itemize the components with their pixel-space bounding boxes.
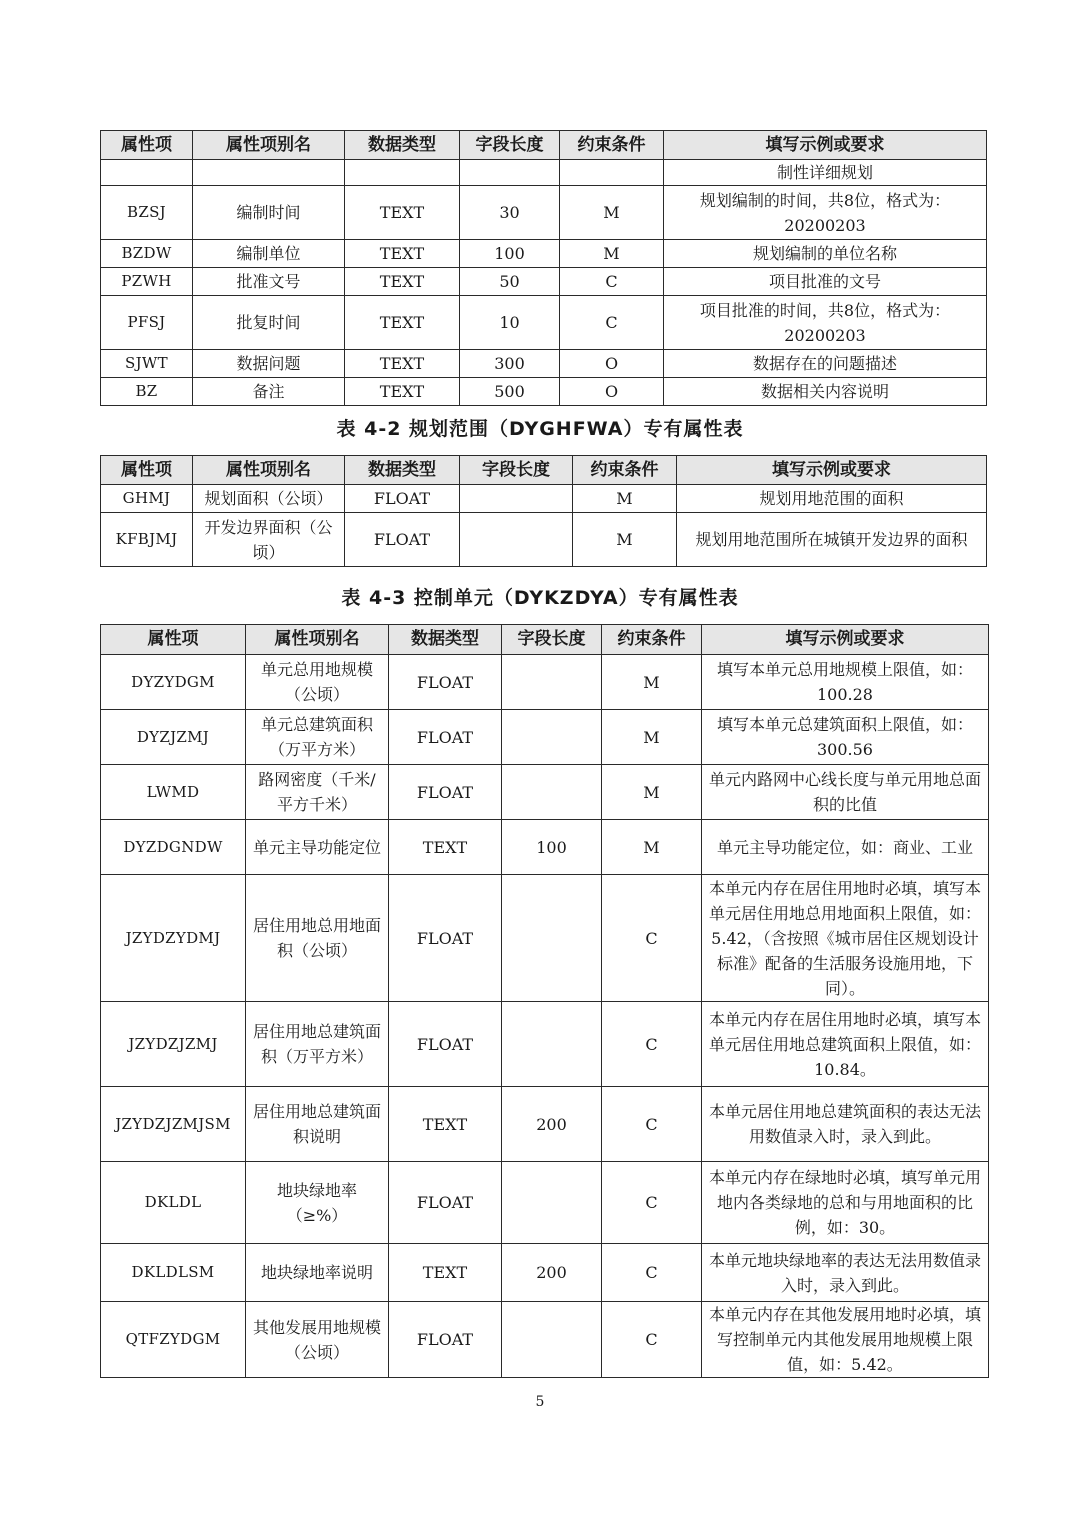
table-cell-data-type: TEXT bbox=[389, 1087, 502, 1162]
table-cell-field-length: 100 bbox=[460, 240, 560, 268]
table-cell-description: 本单元内存在居住用地时必填，填写本单元居住用地总用地面积上限值，如：5.42，（含按照《城市居住区规划设计标准》配备的生活服务设施用地，下同）。 bbox=[702, 875, 989, 1002]
table-cell-data-type bbox=[345, 160, 460, 186]
table-cell-field-code: BZ bbox=[101, 378, 193, 406]
table-cell-field-code: DKLDL bbox=[101, 1162, 246, 1244]
column-header: 字段长度 bbox=[502, 625, 602, 655]
column-header: 字段长度 bbox=[460, 131, 560, 160]
table-row bbox=[101, 485, 987, 513]
column-header: 属性项别名 bbox=[193, 456, 345, 485]
table-cell-field-code: SJWT bbox=[101, 350, 193, 378]
table-cell-constraint: C bbox=[602, 1087, 702, 1162]
table-header-row bbox=[101, 625, 989, 655]
table-cell-field-alias: 规划面积（公顷） bbox=[193, 485, 345, 513]
table-cell-description: 规划用地范围所在城镇开发边界的面积 bbox=[677, 513, 987, 567]
table-cell-field-length bbox=[502, 710, 602, 765]
table-cell-field-code: PZWH bbox=[101, 268, 193, 296]
table-cell-field-code: DKLDLSM bbox=[101, 1244, 246, 1302]
table-row bbox=[101, 765, 989, 820]
table-cell-constraint: M bbox=[602, 765, 702, 820]
table-cell-field-alias: 居住用地总建筑面积（万平方米） bbox=[246, 1002, 389, 1087]
table-cell-field-alias: 其他发展用地规模（公顷） bbox=[246, 1302, 389, 1378]
table-4-3-caption: 表 4-3 控制单元（DYKZDYA）专有属性表 bbox=[341, 587, 739, 609]
table-cell-constraint: M bbox=[573, 485, 677, 513]
table-cell-constraint: O bbox=[560, 378, 664, 406]
table-row bbox=[101, 350, 987, 378]
table-cell-field-length bbox=[460, 513, 573, 567]
table-cell-field-alias: 单元主导功能定位 bbox=[246, 820, 389, 875]
table-cell-field-length bbox=[502, 875, 602, 1002]
table-cell-constraint: O bbox=[560, 350, 664, 378]
table-cell-data-type: TEXT bbox=[345, 378, 460, 406]
table-cell-description: 填写本单元总用地规模上限值，如：100.28 bbox=[702, 655, 989, 710]
table-row bbox=[101, 710, 989, 765]
table-row bbox=[101, 1244, 989, 1302]
table-row bbox=[101, 655, 989, 710]
table-row bbox=[101, 296, 987, 350]
table-cell-field-length bbox=[502, 655, 602, 710]
table-row bbox=[101, 875, 989, 1002]
table-cell-field-alias: 居住用地总建筑面积说明 bbox=[246, 1087, 389, 1162]
column-header: 填写示例或要求 bbox=[677, 456, 987, 485]
page-number: 5 bbox=[535, 1394, 545, 1410]
table-cell-field-code: DYZJZMJ bbox=[101, 710, 246, 765]
table-cell-constraint: C bbox=[560, 296, 664, 350]
table-cell-constraint: C bbox=[602, 1002, 702, 1087]
table-cell-field-length: 100 bbox=[502, 820, 602, 875]
column-header: 属性项 bbox=[101, 131, 193, 160]
table-cell-data-type: TEXT bbox=[389, 1244, 502, 1302]
column-header: 约束条件 bbox=[560, 131, 664, 160]
table-cell-description: 制性详细规划 bbox=[664, 160, 987, 186]
table-cell-description: 项目批准的文号 bbox=[664, 268, 987, 296]
table-cell-constraint: M bbox=[602, 710, 702, 765]
table-cell-field-length bbox=[502, 1162, 602, 1244]
table-cell-field-code: BZDW bbox=[101, 240, 193, 268]
table-cell-field-alias: 数据问题 bbox=[193, 350, 345, 378]
table-cell-description: 本单元内存在居住用地时必填，填写本单元居住用地总建筑面积上限值，如：10.84。 bbox=[702, 1002, 989, 1087]
table-cell-field-length: 500 bbox=[460, 378, 560, 406]
table-row bbox=[101, 1162, 989, 1244]
table-cell-field-alias: 备注 bbox=[193, 378, 345, 406]
table-cell-field-code: QTFZYDGM bbox=[101, 1302, 246, 1378]
table-cell-constraint: C bbox=[560, 268, 664, 296]
table-cell-data-type: FLOAT bbox=[389, 1302, 502, 1378]
column-header: 属性项 bbox=[101, 456, 193, 485]
table-cell-field-alias: 居住用地总用地面积（公顷） bbox=[246, 875, 389, 1002]
table-cell-description: 规划编制的时间，共8位，格式为：20200203 bbox=[664, 186, 987, 240]
table-row bbox=[101, 1302, 989, 1378]
table-header-row bbox=[101, 456, 987, 485]
table-cell-description: 本单元内存在其他发展用地时必填，填写控制单元内其他发展用地规模上限值，如：5.42。 bbox=[702, 1302, 989, 1378]
table-cell-constraint: M bbox=[560, 240, 664, 268]
table-4-1-continued bbox=[100, 130, 987, 406]
table-cell-description: 本单元地块绿地率的表达无法用数值录入时，录入到此。 bbox=[702, 1244, 989, 1302]
table-cell-constraint: C bbox=[602, 1244, 702, 1302]
table-cell-constraint: C bbox=[602, 1302, 702, 1378]
table-row bbox=[101, 513, 987, 567]
table-cell-description: 数据存在的问题描述 bbox=[664, 350, 987, 378]
table-row bbox=[101, 378, 987, 406]
column-header: 属性项 bbox=[101, 625, 246, 655]
table-cell-field-code: JZYDZJZMJ bbox=[101, 1002, 246, 1087]
column-header: 数据类型 bbox=[345, 131, 460, 160]
table-cell-field-code: DYZYDGM bbox=[101, 655, 246, 710]
table-row bbox=[101, 1087, 989, 1162]
table-row bbox=[101, 160, 987, 186]
table-cell-data-type: FLOAT bbox=[389, 765, 502, 820]
table-cell-data-type: FLOAT bbox=[389, 875, 502, 1002]
table-cell-field-length: 200 bbox=[502, 1087, 602, 1162]
table-row bbox=[101, 186, 987, 240]
column-header: 填写示例或要求 bbox=[664, 131, 987, 160]
column-header: 数据类型 bbox=[389, 625, 502, 655]
table-cell-field-code: JZYDZJZMJSM bbox=[101, 1087, 246, 1162]
table-cell-constraint: C bbox=[602, 875, 702, 1002]
table-row bbox=[101, 268, 987, 296]
table-cell-data-type: TEXT bbox=[345, 186, 460, 240]
table-4-3 bbox=[100, 624, 989, 1378]
table-cell-constraint bbox=[560, 160, 664, 186]
table-cell-data-type: TEXT bbox=[345, 350, 460, 378]
table-cell-field-alias: 开发边界面积（公顷） bbox=[193, 513, 345, 567]
table-cell-constraint: M bbox=[573, 513, 677, 567]
column-header: 填写示例或要求 bbox=[702, 625, 989, 655]
table-cell-field-alias: 批复时间 bbox=[193, 296, 345, 350]
table-cell-field-alias: 地块绿地率（≥%） bbox=[246, 1162, 389, 1244]
table-cell-data-type: FLOAT bbox=[389, 1002, 502, 1087]
table-cell-constraint: M bbox=[602, 655, 702, 710]
table-4-2-caption: 表 4-2 规划范围（DYGHFWA）专有属性表 bbox=[336, 418, 744, 440]
table-cell-field-length: 30 bbox=[460, 186, 560, 240]
table-cell-description: 项目批准的时间，共8位，格式为：20200203 bbox=[664, 296, 987, 350]
table-cell-field-code bbox=[101, 160, 193, 186]
table-cell-data-type: FLOAT bbox=[389, 1162, 502, 1244]
table-cell-field-alias: 地块绿地率说明 bbox=[246, 1244, 389, 1302]
table-cell-field-alias: 单元总用地规模（公顷） bbox=[246, 655, 389, 710]
table-cell-field-code: KFBJMJ bbox=[101, 513, 193, 567]
table-cell-description: 单元主导功能定位，如：商业、工业 bbox=[702, 820, 989, 875]
table-cell-field-code: GHMJ bbox=[101, 485, 193, 513]
table-cell-field-code: PFSJ bbox=[101, 296, 193, 350]
table-row bbox=[101, 240, 987, 268]
table-cell-field-code: BZSJ bbox=[101, 186, 193, 240]
table-cell-field-alias: 编制时间 bbox=[193, 186, 345, 240]
table-cell-data-type: FLOAT bbox=[389, 655, 502, 710]
column-header: 属性项别名 bbox=[193, 131, 345, 160]
table-cell-description: 单元内路网中心线长度与单元用地总面积的比值 bbox=[702, 765, 989, 820]
table-row bbox=[101, 1002, 989, 1087]
table-cell-field-alias: 路网密度（千米/平方千米） bbox=[246, 765, 389, 820]
table-cell-constraint: M bbox=[560, 186, 664, 240]
table-cell-description: 填写本单元总建筑面积上限值，如：300.56 bbox=[702, 710, 989, 765]
table-cell-description: 数据相关内容说明 bbox=[664, 378, 987, 406]
table-cell-field-length bbox=[460, 160, 560, 186]
table-cell-field-alias: 单元总建筑面积（万平方米） bbox=[246, 710, 389, 765]
column-header: 数据类型 bbox=[345, 456, 460, 485]
column-header: 属性项别名 bbox=[246, 625, 389, 655]
table-cell-field-length: 50 bbox=[460, 268, 560, 296]
column-header: 字段长度 bbox=[460, 456, 573, 485]
table-cell-description: 规划编制的单位名称 bbox=[664, 240, 987, 268]
table-cell-description: 本单元内存在绿地时必填，填写单元用地内各类绿地的总和与用地面积的比例，如：30。 bbox=[702, 1162, 989, 1244]
table-cell-field-length: 200 bbox=[502, 1244, 602, 1302]
table-cell-field-length: 10 bbox=[460, 296, 560, 350]
table-cell-field-alias: 编制单位 bbox=[193, 240, 345, 268]
table-row bbox=[101, 820, 989, 875]
table-cell-constraint: M bbox=[602, 820, 702, 875]
table-cell-data-type: FLOAT bbox=[345, 513, 460, 567]
column-header: 约束条件 bbox=[602, 625, 702, 655]
table-cell-field-length: 300 bbox=[460, 350, 560, 378]
table-cell-constraint: C bbox=[602, 1162, 702, 1244]
table-cell-field-code: JZYDZYDMJ bbox=[101, 875, 246, 1002]
table-cell-data-type: TEXT bbox=[345, 268, 460, 296]
table-cell-field-length bbox=[502, 1002, 602, 1087]
table-4-2 bbox=[100, 455, 987, 567]
table-cell-description: 规划用地范围的面积 bbox=[677, 485, 987, 513]
table-cell-data-type: TEXT bbox=[389, 820, 502, 875]
table-cell-field-alias: 批准文号 bbox=[193, 268, 345, 296]
table-cell-data-type: FLOAT bbox=[389, 710, 502, 765]
table-cell-data-type: TEXT bbox=[345, 240, 460, 268]
table-cell-data-type: FLOAT bbox=[345, 485, 460, 513]
column-header: 约束条件 bbox=[573, 456, 677, 485]
table-cell-field-length bbox=[502, 765, 602, 820]
table-cell-field-length bbox=[460, 485, 573, 513]
table-cell-data-type: TEXT bbox=[345, 296, 460, 350]
table-header-row bbox=[101, 131, 987, 160]
table-cell-field-length bbox=[502, 1302, 602, 1378]
table-cell-field-code: DYZDGNDW bbox=[101, 820, 246, 875]
table-cell-description: 本单元居住用地总建筑面积的表达无法用数值录入时，录入到此。 bbox=[702, 1087, 989, 1162]
table-cell-field-alias bbox=[193, 160, 345, 186]
table-cell-field-code: LWMD bbox=[101, 765, 246, 820]
